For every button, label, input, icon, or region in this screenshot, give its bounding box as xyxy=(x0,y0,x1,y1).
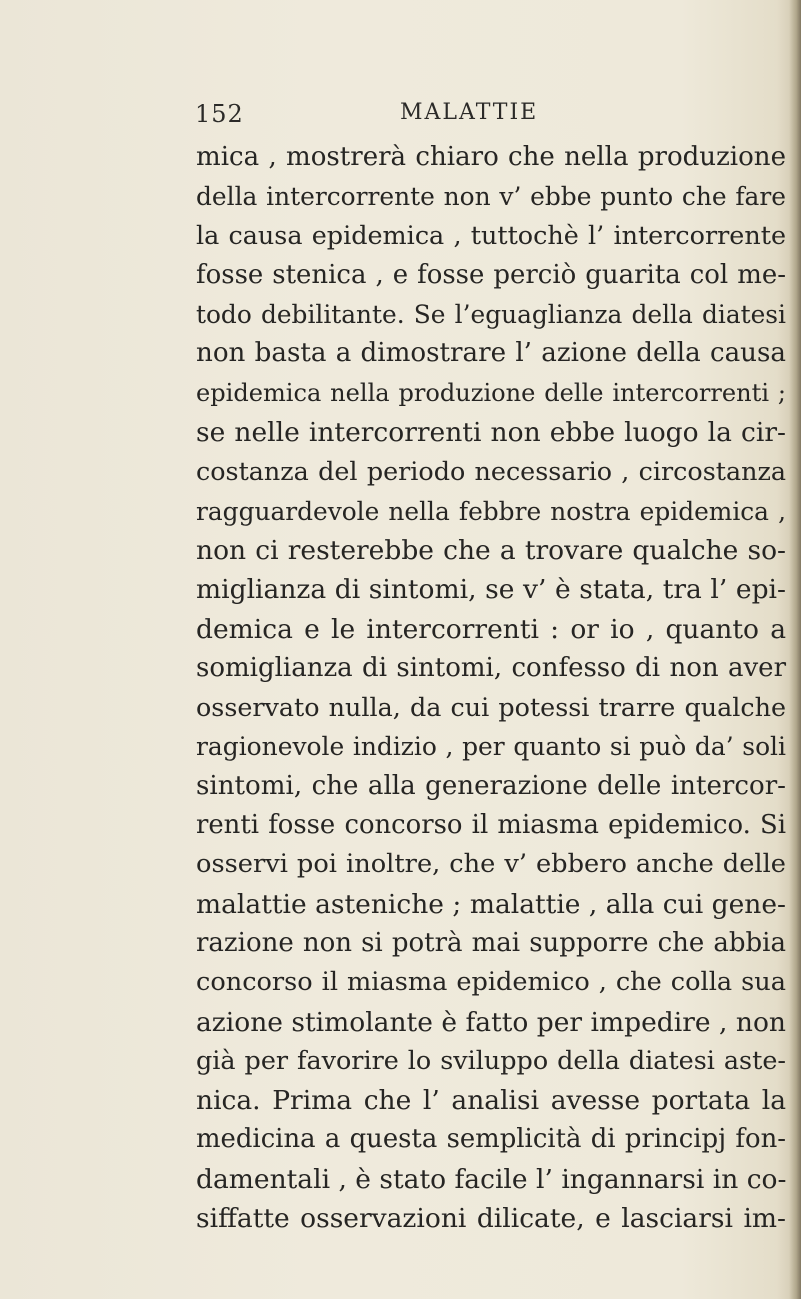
text-line: miglianza di sintomi, se v’ è stata, tra l’ epi- xyxy=(196,574,786,606)
text-line: della intercorrente non v’ ebbe punto che fare xyxy=(196,182,786,212)
text-line: medicina a questa semplicità di principj fon- xyxy=(196,1124,786,1155)
text-line: osservato nulla, da cui potessi trarre qualche xyxy=(196,692,786,723)
running-head: MALATTIE xyxy=(400,100,539,125)
text-line: somiglianza di sintomi, confesso di non aver xyxy=(196,652,786,683)
text-line: razione non si potrà mai supporre che abbia xyxy=(196,927,786,958)
text-line: siffatte osservazioni dilicate, e lasciarsi im- xyxy=(196,1203,786,1235)
text-line: se nelle intercorrenti non ebbe luogo la cir- xyxy=(196,417,786,449)
text-line: fosse stenica , e fosse perciò guarita col me- xyxy=(196,259,786,290)
text-line: todo debilitante. Se l’eguaglianza della diatesi xyxy=(196,300,786,330)
text-line: renti fosse concorso il miasma epidemico. Si xyxy=(196,810,786,841)
text-line: non basta a dimostrare l’ azione della causa xyxy=(196,338,786,369)
text-line: damentali , è stato facile l’ ingannarsi in co- xyxy=(196,1163,787,1195)
page-edge-shadow xyxy=(789,0,801,1299)
text-line: ragionevole indizio , per quanto si può da’ soli xyxy=(196,732,786,762)
text-line: malattie asteniche ; malattie , alla cui gene- xyxy=(196,888,786,920)
text-line: epidemica nella produzione delle intercorrenti ; xyxy=(196,378,786,407)
page-number: 152 xyxy=(195,100,244,128)
page-header xyxy=(0,92,801,132)
text-line: demica e le intercorrenti : or io , quanto a xyxy=(196,613,786,645)
text-line: concorso il miasma epidemico , che colla sua xyxy=(196,967,786,998)
text-line: la causa epidemica , tuttochè l’ intercorrente xyxy=(196,220,786,251)
text-line: sintomi, che alla generazione delle intercor- xyxy=(196,770,786,801)
body-text xyxy=(196,138,786,1238)
text-line: non ci resterebbe che a trovare qualche so- xyxy=(196,534,786,566)
text-line: osservi poi inoltre, che v’ ebbero anche delle xyxy=(196,849,786,880)
text-line: già per favorire lo sviluppo della diatesi aste- xyxy=(196,1045,786,1076)
text-line: nica. Prima che l’ analisi avesse portata la xyxy=(196,1085,786,1117)
text-line: azione stimolante è fatto per impedire , non xyxy=(196,1006,786,1038)
text-line: mica , mostrerà chiaro che nella produzione xyxy=(196,142,786,172)
text-line: ragguardevole nella febbre nostra epidemica , xyxy=(196,496,786,526)
text-line: costanza del periodo necessario , circostanza xyxy=(196,456,786,487)
